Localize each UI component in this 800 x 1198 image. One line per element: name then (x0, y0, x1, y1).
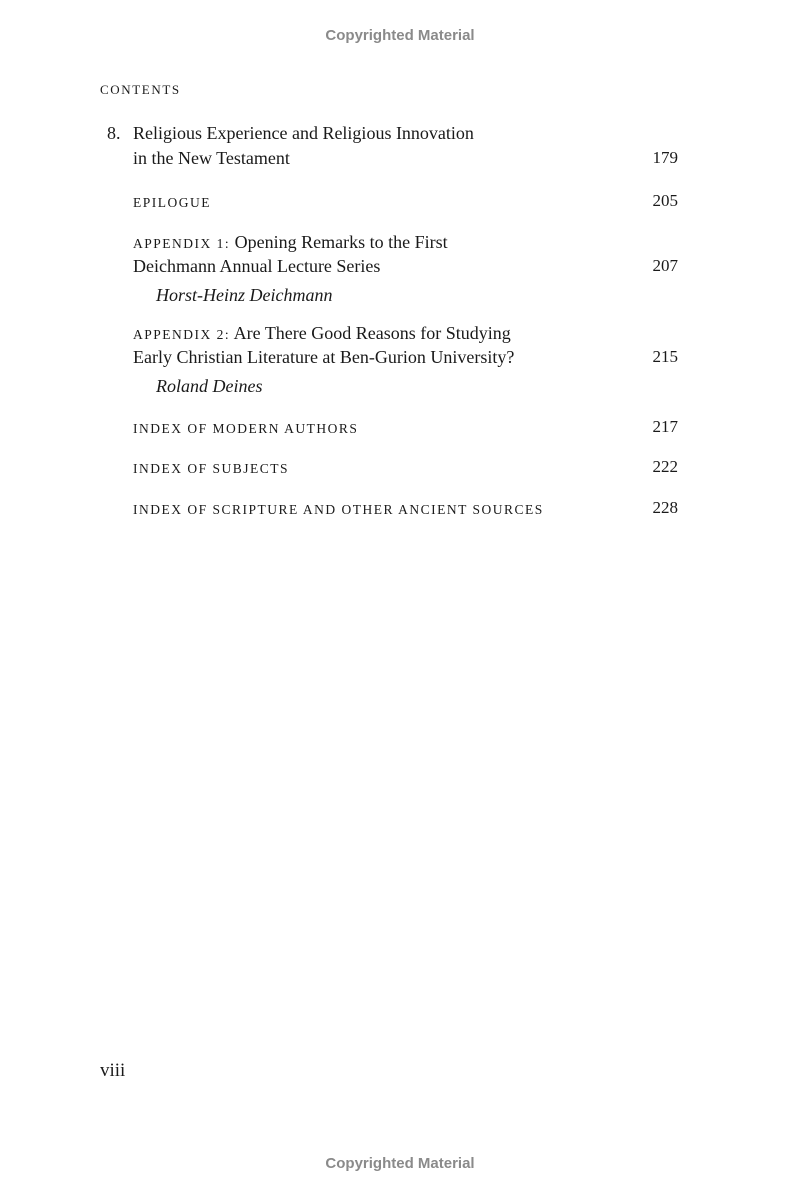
page-number: 217 (652, 416, 678, 436)
index-label: INDEX OF SUBJECTS (133, 461, 290, 476)
toc-entry-line (133, 230, 678, 255)
toc-entry-line (133, 254, 678, 279)
appendix-title-line-2: Deichmann Annual Lecture Series (133, 256, 381, 276)
page-number: 222 (652, 457, 678, 476)
toc-entry-line (133, 415, 678, 440)
appendix-author: Roland Deines (156, 375, 263, 396)
toc-entry-appendix-1[interactable] (133, 230, 678, 307)
page-number: 207 (652, 256, 678, 275)
page-number: 215 (652, 347, 678, 366)
watermark-bottom: Copyrighted Material (325, 1155, 475, 1172)
index-label: INDEX OF MODERN AUTHORS (133, 420, 359, 436)
appendix-title-line-1: Opening Remarks to the First (234, 231, 448, 252)
table-of-contents (107, 121, 678, 520)
toc-entry-line (133, 496, 678, 521)
toc-entry-index-modern-authors[interactable] (133, 415, 678, 440)
toc-entry-line (133, 321, 678, 346)
toc-entry-epilogue[interactable] (133, 189, 678, 214)
page-number: 179 (652, 147, 678, 167)
toc-entry-line (133, 345, 678, 370)
appendix-prefix: APPENDIX 2: (133, 326, 231, 342)
appendix-title-line-2: Early Christian Literature at Ben-Gurion University? (133, 347, 515, 367)
running-head: CONTENTS (100, 82, 181, 97)
index-label: INDEX OF SCRIPTURE AND OTHER ANCIENT SOURCES (133, 501, 544, 517)
toc-entry-appendix-2[interactable] (133, 321, 678, 398)
chapter-number: 8. (107, 123, 121, 143)
appendix-title-line-1: Are There Good Reasons for Studying (233, 322, 511, 343)
appendix-prefix: APPENDIX 1: (133, 235, 231, 251)
epilogue-label: EPILOGUE (133, 195, 211, 210)
watermark-top: Copyrighted Material (325, 27, 475, 44)
page-number: 205 (652, 191, 678, 210)
toc-entry-index-scripture[interactable] (133, 496, 678, 521)
toc-entry-line (133, 189, 678, 214)
toc-entry-chapter-8[interactable] (107, 121, 678, 172)
chapter-title-line-2: in the New Testament (133, 147, 290, 168)
page-number: 228 (652, 497, 678, 517)
toc-entry-line (133, 146, 678, 171)
chapter-title-line-1: Religious Experience and Religious Innovation (133, 123, 474, 143)
toc-entry-line (133, 455, 678, 480)
page-number-footer: viii (100, 1060, 126, 1081)
toc-entry-index-subjects[interactable] (133, 455, 678, 480)
appendix-author: Horst-Heinz Deichmann (156, 284, 333, 305)
toc-entry-line (107, 121, 678, 146)
